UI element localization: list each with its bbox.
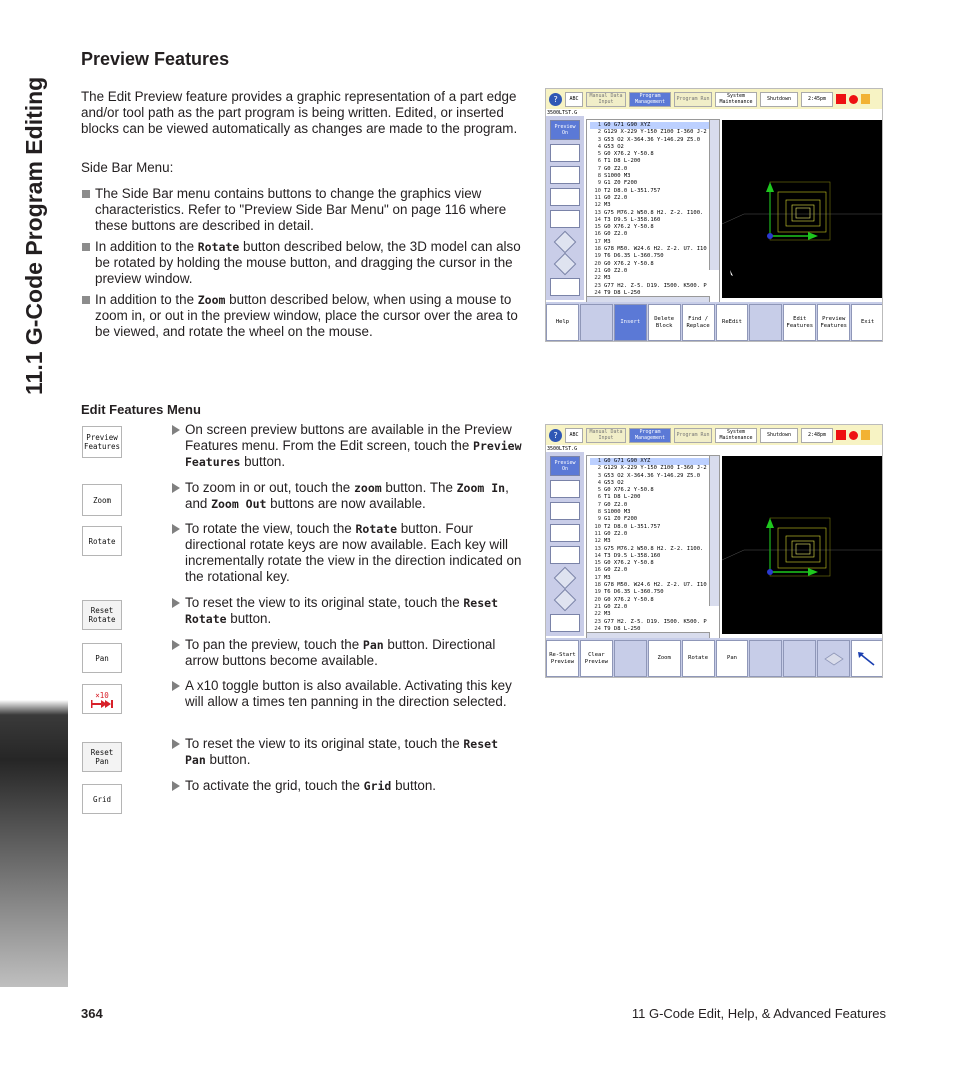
- edit-features-title: Edit Features Menu: [81, 402, 201, 417]
- rotate-button: Rotate: [82, 526, 122, 556]
- program-listing: [586, 119, 720, 312]
- preview-side-bar: [546, 452, 584, 636]
- bullet-square-icon: [82, 243, 90, 251]
- fast-forward-arrow-icon: [91, 700, 113, 708]
- shutdown-tab: Shutdown: [760, 428, 798, 443]
- view-rotate-icon: [554, 231, 577, 254]
- pan-button: Pan: [82, 643, 122, 673]
- chapter-side-title: 11.1 G-Code Program Editing: [21, 76, 47, 395]
- code-line: 4 G53 O2: [597, 479, 624, 486]
- code-line: 7 G0 Z2.0: [597, 165, 628, 172]
- code-line: 24 T9 D8 L-250: [594, 289, 641, 296]
- code-line: 8 S1000 M3: [597, 173, 631, 180]
- blank-softkey: [749, 640, 782, 677]
- blank-softkey: [749, 304, 782, 341]
- lock-icon: [861, 94, 870, 104]
- code-line: 9 G1 Z0 F200: [597, 180, 638, 187]
- step-pan: To pan the preview, touch the Pan button. Directional arrow buttons become available.: [172, 637, 524, 669]
- delete-block-softkey: Delete Block: [648, 304, 681, 341]
- program-run-tab: Program Run: [674, 92, 712, 107]
- program-listing: [586, 455, 720, 648]
- status-light-icon: [849, 95, 858, 104]
- step-arrow-icon: [172, 781, 180, 791]
- solid-view-icon: [824, 652, 844, 666]
- listing-vertical-scrollbar: [709, 456, 719, 606]
- code-line: 8 S1000 M3: [597, 509, 631, 516]
- x10-toggle-button: [82, 684, 122, 714]
- program-filename: 3500LTST.G: [547, 110, 578, 116]
- bullet-item: The Side Bar menu contains buttons to change the graphics view characteristics. Refer to "Preview Side Bar Menu" on page 116 where these buttons are described in detail.: [81, 186, 523, 234]
- chapter-footer: 11 G-Code Edit, Help, & Advanced Features: [631, 1006, 886, 1021]
- grid-button: Grid: [82, 784, 122, 814]
- stop-icon: [836, 94, 846, 104]
- code-line: 14 T3 D9.5 L-358.160: [594, 552, 661, 559]
- code-line: 18 G78 M50. W24.6 H2. Z-2. U7. I10: [594, 246, 707, 253]
- restart-preview-softkey: Re-Start Preview: [546, 640, 579, 677]
- screen-bottom-bar: [546, 638, 883, 678]
- view-iso-icon: [550, 502, 580, 520]
- code-line: 23 G77 H2. Z-5. D19. I500. K500. P: [594, 618, 707, 625]
- code-line: 7 G0 Z2.0: [597, 501, 628, 508]
- view-front-icon: [550, 210, 580, 228]
- exit-softkey: Exit: [851, 304, 883, 341]
- step-preview-features: On screen preview buttons are available in the Preview Features menu. From the Edit screen, touch the Preview Features button.: [172, 422, 524, 470]
- code-line: 24 T9 D8 L-250: [594, 625, 641, 632]
- blank-softkey: [783, 640, 816, 677]
- intro-paragraph: The Edit Preview feature provides a graphic representation of a part edge and/or tool path as the part program is being written. Edited, or inserted blocks can be viewed automatically as changes are made to the program.: [81, 89, 518, 136]
- code-line: 2 G129 X-229 Y-150 Z100 I-360 J-2: [597, 129, 707, 136]
- stop-icon: [836, 430, 846, 440]
- code-line: 10 T2 D8.0 L-351.757: [594, 187, 661, 194]
- shutdown-tab: Shutdown: [760, 92, 798, 107]
- code-line: 3 G53 O2 X-364.36 Y-146.29 Z5.0: [597, 136, 701, 143]
- code-line: 18 G78 M50. W24.6 H2. Z-2. U7. I10: [594, 582, 707, 589]
- lock-icon: [861, 430, 870, 440]
- code-line: 11 G0 Z2.0: [594, 194, 628, 201]
- bullet-item: In addition to the Rotate button described below, the 3D model can also be rotated by holding the mouse button, and dragging the cursor in the preview window.: [81, 239, 523, 287]
- code-line: 19 T6 D6.35 L-360.750: [594, 253, 664, 260]
- manual-data-input-tab: Manual Data Input: [586, 428, 626, 443]
- step-arrow-icon: [172, 739, 180, 749]
- step-reset-pan: To reset the view to its original state, touch the Reset Pan button.: [172, 736, 524, 768]
- bullet-square-icon: [82, 296, 90, 304]
- program-run-tab: Program Run: [674, 428, 712, 443]
- preview-on-button: Preview On: [550, 456, 580, 476]
- code-line: 5 G0 X76.2 Y-50.8: [597, 487, 654, 494]
- program-management-tab: Program Management: [629, 428, 671, 443]
- code-line: 19 T6 D6.35 L-360.750: [594, 589, 664, 596]
- preview-features-softkey: Preview Features: [817, 304, 850, 341]
- view-front-icon: [550, 546, 580, 564]
- side-bar-menu-label: Side Bar Menu:: [81, 160, 174, 175]
- clock-display: 2:45pm: [801, 92, 833, 107]
- page-number: 364: [81, 1006, 103, 1021]
- step-reset-rotate: To reset the view to its original state, touch the Reset Rotate button.: [172, 595, 524, 627]
- code-line: 2 G129 X-229 Y-150 Z100 I-360 J-2: [597, 465, 707, 472]
- grid-cursor-softkey: [851, 640, 883, 677]
- preview-features-button: Preview Features: [82, 426, 122, 458]
- program-management-tab: Program Management: [629, 92, 671, 107]
- view-solid-softkey: [817, 640, 850, 677]
- code-line: 10 T2 D8.0 L-351.757: [594, 523, 661, 530]
- code-line: 17 M3: [594, 238, 611, 245]
- code-line: 12 M3: [594, 538, 611, 545]
- blank-softkey: [614, 640, 647, 677]
- code-line: 16 G0 Z2.0: [594, 231, 628, 238]
- view-solid-icon: [554, 253, 577, 276]
- section-title: Preview Features: [81, 49, 230, 69]
- code-line: 16 G0 Z2.0: [594, 567, 628, 574]
- help-question-icon: ?: [549, 429, 562, 442]
- system-maintenance-tab: System Maintenance: [715, 428, 757, 443]
- view-side-icon: [550, 188, 580, 206]
- zoom-softkey: Zoom: [648, 640, 681, 677]
- manual-data-input-tab: Manual Data Input: [586, 92, 626, 107]
- abc-tab: ABC: [565, 428, 583, 443]
- preview-window: [722, 120, 883, 298]
- reset-rotate-button: Reset Rotate: [82, 600, 122, 630]
- insert-softkey: Insert: [614, 304, 647, 341]
- reedit-softkey: ReEdit: [716, 304, 749, 341]
- bullet-list: [81, 186, 523, 345]
- code-line: 20 G0 X76.2 Y-50.8: [594, 260, 654, 267]
- code-line: 1 G0 G71 G90 XYZ: [590, 122, 717, 129]
- preview-features-screenshot: [545, 424, 883, 678]
- step-arrow-icon: [172, 640, 180, 650]
- view-top-icon: [550, 480, 580, 498]
- preview-window: [722, 456, 883, 634]
- system-maintenance-tab: System Maintenance: [715, 92, 757, 107]
- find-replace-softkey: Find / Replace: [682, 304, 715, 341]
- preview-on-button: Preview On: [550, 120, 580, 140]
- edit-pencil-icon: [550, 278, 580, 296]
- blank-softkey: [580, 304, 613, 341]
- code-line: 5 G0 X76.2 Y-50.8: [597, 151, 654, 158]
- code-line: 13 G75 M76.2 W50.8 H2. Z-2. I100.: [594, 545, 704, 552]
- code-line: 21 G0 Z2.0: [594, 267, 628, 274]
- code-line: 22 M3: [594, 611, 611, 618]
- help-softkey: Help: [546, 304, 579, 341]
- code-line: 20 G0 X76.2 Y-50.8: [594, 596, 654, 603]
- screen-bottom-bar: [546, 302, 883, 342]
- code-line: 21 G0 Z2.0: [594, 603, 628, 610]
- code-line: 9 G1 Z0 F200: [597, 516, 638, 523]
- x10-label: ×10: [95, 690, 109, 700]
- clock-display: 2:48pm: [801, 428, 833, 443]
- step-x10: A x10 toggle button is also available. Activating this key will allow a times ten panning in the direction selected.: [172, 678, 524, 710]
- view-solid-icon: [554, 589, 577, 612]
- code-line: 15 G0 X76.2 Y-50.8: [594, 224, 654, 231]
- step-arrow-icon: [172, 681, 180, 691]
- listing-vertical-scrollbar: [709, 120, 719, 270]
- step-arrow-icon: [172, 524, 180, 534]
- cursor-arrow-icon: [856, 650, 880, 668]
- step-zoom: To zoom in or out, touch the zoom button. The Zoom In, and Zoom Out buttons are now available.: [172, 480, 524, 512]
- tool-path-graphic: [722, 456, 883, 634]
- pan-softkey: Pan: [716, 640, 749, 677]
- edit-screen-screenshot: [545, 88, 883, 342]
- step-arrow-icon: [172, 483, 180, 493]
- screen-top-bar: [546, 89, 883, 109]
- step-arrow-icon: [172, 425, 180, 435]
- zoom-button: Zoom: [82, 484, 122, 516]
- view-rotate-icon: [554, 567, 577, 590]
- edit-features-softkey: Edit Features: [783, 304, 816, 341]
- code-line: 6 T1 D8 L-200: [597, 494, 641, 501]
- program-filename: 3500LTST.G: [547, 446, 578, 452]
- code-line: 4 G53 O2: [597, 143, 624, 150]
- screen-top-bar: [546, 425, 883, 445]
- code-line: 12 M3: [594, 202, 611, 209]
- code-line: 13 G75 M76.2 W50.8 H2. Z-2. I100.: [594, 209, 704, 216]
- preview-side-bar: [546, 116, 584, 300]
- code-line: 1 G0 G71 G90 XYZ: [590, 458, 717, 465]
- view-top-icon: [550, 144, 580, 162]
- code-line: 14 T3 D9.5 L-358.160: [594, 216, 661, 223]
- bullet-item: In addition to the Zoom button described below, when using a mouse to zoom in, or out in the preview window, place the cursor over the area to be viewed, and rotate the wheel on the mouse.: [81, 292, 523, 340]
- code-line: 17 M3: [594, 574, 611, 581]
- rotate-softkey: Rotate: [682, 640, 715, 677]
- reset-pan-button: Reset Pan: [82, 742, 122, 772]
- help-question-icon: ?: [549, 93, 562, 106]
- view-side-icon: [550, 524, 580, 542]
- code-line: 23 G77 H2. Z-5. D19. I500. K500. P: [594, 282, 707, 289]
- clear-preview-softkey: Clear Preview: [580, 640, 613, 677]
- bullet-square-icon: [82, 190, 90, 198]
- step-rotate: To rotate the view, touch the Rotate button. Four directional rotate keys are now available. Each key will incrementally rotate the view in the direction indicated on the rotational key.: [172, 521, 524, 585]
- code-line: 22 M3: [594, 275, 611, 282]
- status-light-icon: [849, 431, 858, 440]
- abc-tab: ABC: [565, 92, 583, 107]
- step-arrow-icon: [172, 598, 180, 608]
- code-line: 6 T1 D8 L-200: [597, 158, 641, 165]
- tool-path-graphic: [722, 120, 883, 298]
- code-line: 3 G53 O2 X-364.36 Y-146.29 Z5.0: [597, 472, 701, 479]
- code-line: 11 G0 Z2.0: [594, 530, 628, 537]
- code-line: 15 G0 X76.2 Y-50.8: [594, 560, 654, 567]
- view-iso-icon: [550, 166, 580, 184]
- edit-pencil-icon: [550, 614, 580, 632]
- step-grid: To activate the grid, touch the Grid button.: [172, 778, 524, 794]
